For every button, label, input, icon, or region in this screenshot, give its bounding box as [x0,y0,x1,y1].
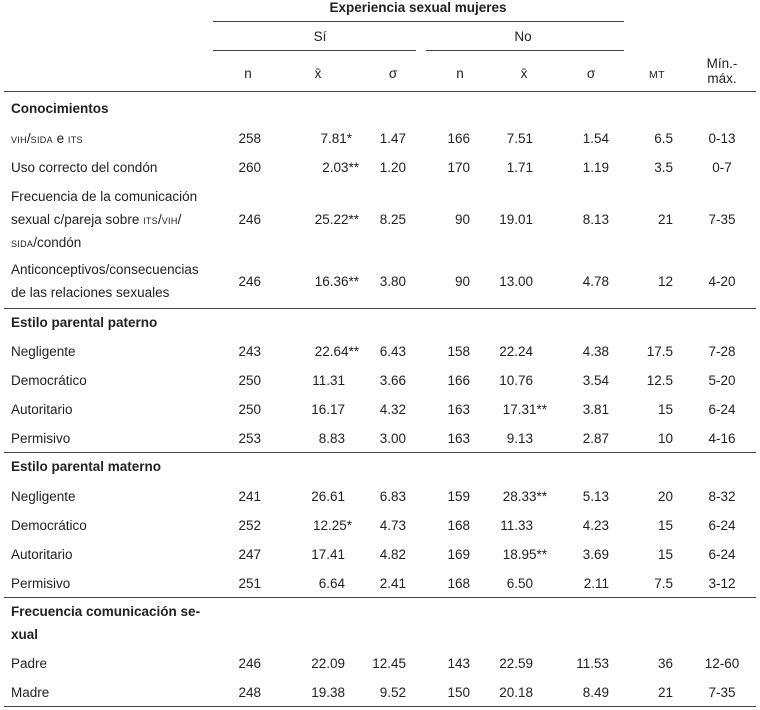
table-cell: 250 [238,373,261,388]
table-cell: 4.82 [379,547,406,562]
table-cell: 168 [447,576,470,591]
table-cell: 4.23 [582,518,609,533]
table-cell: 25.22** [314,212,359,227]
row-label: Madre [11,685,50,700]
table-cell: 17.5 [646,344,673,359]
table-cell: 158 [447,344,470,359]
table-cell: 3.80 [379,273,406,289]
col-max: máx. [707,71,737,86]
table-cell: 258 [238,131,261,146]
table-cell: 90 [454,212,470,227]
table-cell: 90 [454,273,470,289]
table-cell: 8.49 [582,685,609,700]
row-label: Permisivo [11,431,71,446]
table-cell: 143 [447,656,470,671]
table-cell: 19.01 [499,212,533,227]
table-cell: 4.38 [582,344,609,359]
table-cell: 252 [238,518,261,533]
section-title: Estilo parental materno [11,459,162,474]
row-label: Uso correcto del condón [11,160,158,175]
section-title: Estilo parental paterno [11,315,158,330]
header-no: No [514,29,532,44]
table-cell: 6.43 [379,344,406,359]
header-si: Sí [313,29,327,44]
table-cell: 3.81 [582,402,609,417]
table-cell: 2.41 [379,576,406,591]
table-cell: 3.54 [582,373,609,388]
col-sd-no: σ [586,66,596,81]
table-cell: 2.87 [582,431,609,446]
table-cell: 6-24 [708,402,736,417]
table-cell: 8-32 [708,489,736,504]
table-cell: 7-35 [708,212,736,227]
header-rule-si [213,50,416,51]
row-label: Autoritario [11,547,73,562]
table-cell: 22.09 [311,656,345,671]
table-cell: 15 [657,402,673,417]
table-cell: 28.33** [502,489,547,504]
table-cell: 2.11 [583,576,609,591]
table-cell: 246 [238,212,261,227]
table-cell: 16.36** [314,273,359,289]
table-cell: 22.59 [499,656,533,671]
table-cell: 1.71 [506,160,533,175]
table-cell: 21 [657,685,673,700]
table-cell: 20.18 [499,685,533,700]
table-cell: 4.73 [379,518,406,533]
col-min: Mín.- [706,56,738,71]
table-cell: 6-24 [708,547,736,562]
table-cell: 243 [238,344,261,359]
table-cell: 4-20 [708,273,736,289]
table-cell: 11.31 [312,373,345,388]
table-cell: 21 [657,212,673,227]
row-label: Negligente [11,489,76,504]
table-cell: 13.00 [499,273,533,289]
table-cell: 8.25 [379,212,406,227]
table-cell: 7.81* [320,131,352,146]
col-mean-no: x̄ [520,66,528,81]
col-n-no: n [456,66,464,81]
section-title: xual [11,627,39,642]
table-cell: 18.95** [502,547,547,562]
row-label: Permisivo [11,576,71,591]
table-cell: 169 [447,547,470,562]
table-cell: 20 [657,489,673,504]
table-cell: 248 [238,685,261,700]
row-label: Democrático [11,373,87,388]
table-cell: 260 [238,160,261,175]
table-rule-bottom [4,706,756,707]
table-cell: 22.24 [499,344,533,359]
header-rule-bottom [4,91,756,92]
table-cell: 246 [238,656,261,671]
table-cell: 12-60 [704,656,740,671]
table-cell: 168 [447,518,470,533]
table-cell: 3.66 [379,373,406,388]
table-cell: 251 [238,576,261,591]
table-cell: 17.31** [502,402,547,417]
table-cell: 247 [238,547,261,562]
section-rule [4,597,756,598]
table-cell: 5-20 [708,373,736,388]
row-label: sexual c/pareja sobre its/vih/ [11,212,182,227]
row-label: Anticonceptivos/consecuencias [11,262,199,277]
header-rule-no [426,50,624,51]
table-cell: 8.83 [318,431,345,446]
table-cell: 9.13 [506,431,533,446]
section-title: Conocimientos [11,101,109,116]
row-label: Frecuencia de la comunicación [11,189,198,204]
table-cell: 159 [447,489,470,504]
table-cell: 12.5 [646,373,673,388]
table-cell: 163 [447,431,470,446]
table-cell: 1.47 [379,131,406,146]
table-cell: 12.25* [312,518,352,533]
table-cell: 3.5 [654,160,673,175]
table-cell: 2.03** [322,160,359,175]
table-cell: 3-12 [708,576,736,591]
table-cell: 1.20 [379,160,406,175]
col-mt: MT [649,69,665,81]
col-sd-si: σ [388,66,398,81]
table-cell: 4-16 [708,431,736,446]
table-cell: 6.5 [654,131,673,146]
section-rule [4,308,756,309]
table-cell: 12 [657,273,673,289]
table-cell: 6.64 [318,576,345,591]
row-label: vih/sida e its [11,131,83,146]
table-cell: 4.32 [379,402,406,417]
table-cell: 4.78 [582,273,609,289]
table-cell: 6.50 [506,576,533,591]
col-n-si: n [244,66,252,81]
table-cell: 253 [238,431,261,446]
table-cell: 6.83 [379,489,406,504]
table-cell: 11.33 [500,518,533,533]
table-cell: 6-24 [708,518,736,533]
row-label: Negligente [11,344,76,359]
table-cell: 3.69 [582,547,609,562]
table-cell: 7-35 [708,685,736,700]
table-cell: 166 [447,131,470,146]
table-cell: 241 [238,489,261,504]
table-cell: 1.54 [582,131,609,146]
table-cell: 8.13 [582,212,609,227]
table-cell: 246 [238,273,261,289]
table-cell: 170 [447,160,470,175]
section-title: Frecuencia comunicación se- [11,604,201,619]
table-cell: 5.13 [582,489,609,504]
row-label: Autoritario [11,402,73,417]
row-label: Padre [11,656,48,671]
table-cell: 9.52 [379,685,406,700]
table-cell: 7-28 [708,344,736,359]
table-cell: 15 [657,518,673,533]
table-cell: 26.61 [311,489,345,504]
table-cell: 7.5 [654,576,673,591]
table-cell: 19.38 [311,685,345,700]
row-label: sida/condón [11,235,82,250]
group-title: Experiencia sexual mujeres [329,0,507,15]
table-cell: 0-7 [712,160,732,175]
table-cell: 250 [238,402,261,417]
row-label: de las relaciones sexuales [11,285,170,300]
table-cell: 15 [657,547,673,562]
table-cell: 0-13 [708,131,736,146]
table-cell: 166 [447,373,470,388]
table-cell: 36 [657,656,673,671]
table-cell: 150 [447,685,470,700]
col-mean-si: x̄ [314,66,322,81]
row-label: Democrático [11,518,87,533]
table-cell: 16.17 [311,402,345,417]
table-cell: 17.41 [311,547,345,562]
table-cell: 12.45 [372,656,406,671]
table-cell: 10.76 [499,373,533,388]
table-cell: 3.00 [379,431,406,446]
table-cell: 1.19 [582,160,609,175]
section-rule [4,452,756,453]
table-cell: 163 [447,402,470,417]
header-rule-group [213,21,624,22]
table-cell: 11.53 [576,656,609,671]
table-cell: 22.64** [314,344,359,359]
table-cell: 10 [657,431,673,446]
table-cell: 7.51 [506,131,533,146]
